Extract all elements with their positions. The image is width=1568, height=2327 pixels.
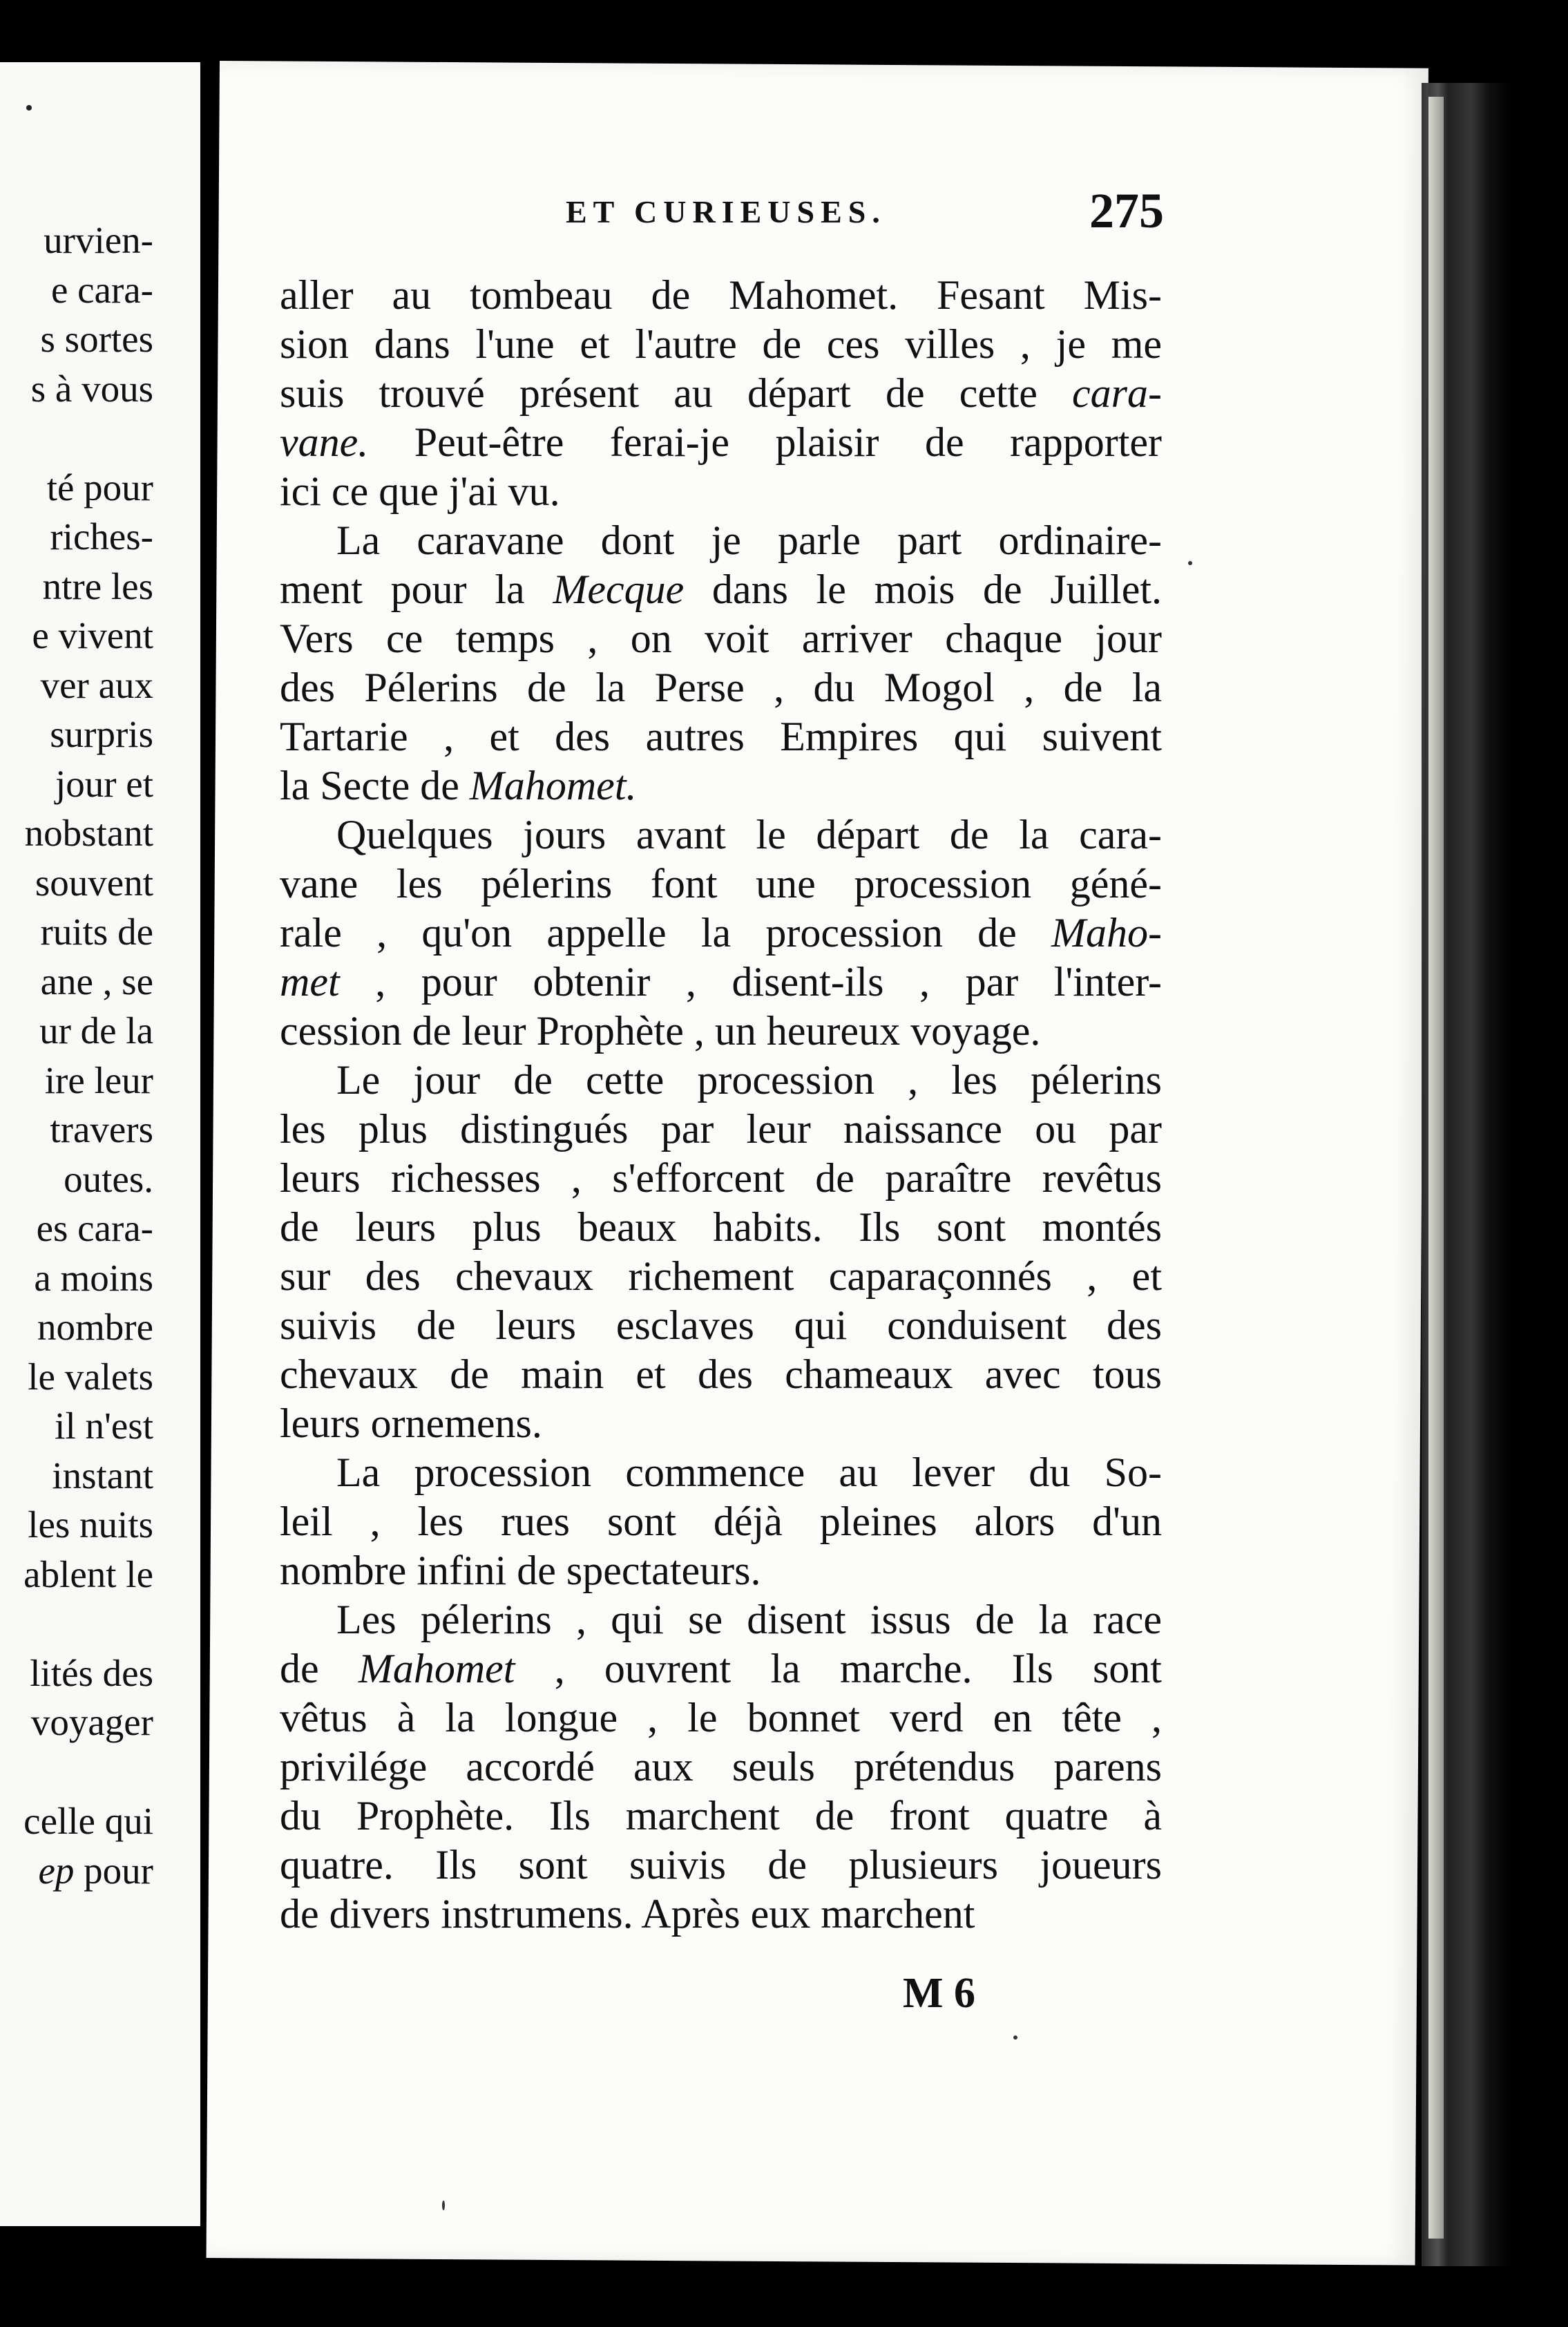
body-line: suis trouvé présent au départ de cette cara- xyxy=(280,370,1162,416)
facing-page-line: ire leur xyxy=(44,1058,153,1101)
body-line: leurs ornemens. xyxy=(280,1400,542,1446)
facing-page-line: outes. xyxy=(64,1157,153,1200)
facing-page-line: es cara- xyxy=(36,1207,153,1249)
facing-page-line: urvien- xyxy=(44,219,153,261)
body-line: Le jour de cette procession , les pélerins xyxy=(336,1057,1162,1103)
facing-page-line: ruits de xyxy=(40,911,153,953)
body-line: leil , les rues sont déjà pleines alors d'un xyxy=(280,1499,1162,1544)
body-line: de Mahomet , ouvrent la marche. Ils sont xyxy=(280,1646,1162,1691)
facing-page-line: les nuits xyxy=(28,1503,153,1546)
facing-page-line: s à vous xyxy=(30,367,153,410)
facing-page-line: ntre les xyxy=(42,564,153,607)
body-line: Les pélerins , qui se disent issus de la race xyxy=(336,1597,1162,1642)
facing-page-line: s sortes xyxy=(40,318,153,360)
body-line: de leurs plus beaux habits. Ils sont montés xyxy=(280,1204,1162,1250)
body-line: ment pour la Mecque dans le mois de Juillet. xyxy=(280,567,1162,612)
body-line: La procession commence au lever du So- xyxy=(336,1450,1162,1495)
facing-page-line: nombre xyxy=(37,1306,153,1348)
facing-page-line: e vivent xyxy=(32,614,153,656)
body-line: sion dans l'une et l'autre de ces villes , je me xyxy=(280,321,1162,367)
facing-page-line: souvent xyxy=(35,861,153,904)
facing-page-line: ane , se xyxy=(40,960,153,1003)
body-line: rale , qu'on appelle la procession de Maho- xyxy=(280,910,1162,956)
body-line: chevaux de main et des chameaux avec tous xyxy=(280,1351,1162,1397)
body-text xyxy=(280,271,1162,1939)
body-line: Quelques jours avant le départ de la cara- xyxy=(336,812,1162,857)
facing-page-line: travers xyxy=(50,1108,153,1150)
running-head xyxy=(342,173,1164,249)
body-line: du Prophète. Ils marchent de front quatre à xyxy=(280,1793,1162,1839)
facing-page-line: surpris xyxy=(50,713,153,755)
body-line: ici ce que j'ai vu. xyxy=(280,468,560,514)
facing-page-line: ep pour xyxy=(38,1849,153,1892)
facing-page-line: riches- xyxy=(50,515,153,558)
body-line: sur des chevaux richement caparaçonnés , et xyxy=(280,1253,1162,1299)
body-line: leurs richesses , s'efforcent de paraître revêtus xyxy=(280,1155,1162,1201)
body-line: vêtus à la longue , le bonnet verd en tête , xyxy=(280,1695,1162,1740)
body-line: vane. Peut-être ferai-je plaisir de rapporter xyxy=(280,419,1162,465)
body-line: de divers instrumens. Après eux marchent xyxy=(280,1891,975,1937)
facing-page-line: jour et xyxy=(55,762,153,805)
signature-mark: M 6 xyxy=(903,1970,976,2017)
facing-page-line: il n'est xyxy=(55,1405,153,1447)
ink-speck xyxy=(1013,2035,1017,2040)
ink-speck xyxy=(442,2201,445,2210)
page-number: 275 xyxy=(1089,183,1164,238)
facing-page-line: instant xyxy=(52,1454,153,1497)
ink-speck xyxy=(1188,561,1192,565)
body-line: des Pélerins de la Perse , du Mogol , de la xyxy=(280,665,1162,710)
facing-page-line: ur de la xyxy=(39,1009,153,1052)
facing-page-line: lités des xyxy=(30,1651,153,1694)
body-line: vane les pélerins font une procession géné- xyxy=(280,861,1162,906)
body-line: La caravane dont je parle part ordinaire- xyxy=(336,517,1162,563)
body-line: quatre. Ils sont suivis de plusieurs joueurs xyxy=(280,1842,1162,1888)
facing-page-line: nobstant xyxy=(24,812,153,854)
facing-page-line: a moins xyxy=(34,1256,153,1299)
body-line: Vers ce temps , on voit arriver chaque jour xyxy=(280,616,1162,661)
body-line: nombre infini de spectateurs. xyxy=(280,1548,761,1593)
facing-page-line: ablent le xyxy=(23,1552,153,1595)
facing-page-line: voyager xyxy=(30,1701,153,1743)
facing-page-line: le valets xyxy=(28,1355,153,1398)
body-line: met , pour obtenir , disent-ils , par l'inter- xyxy=(280,959,1162,1005)
facing-page-line: té pour xyxy=(46,466,153,509)
body-line: suivis de leurs esclaves qui conduisent des xyxy=(280,1302,1162,1348)
facing-page-left xyxy=(0,62,200,2226)
ink-speck xyxy=(26,105,32,111)
body-line: Tartarie , et des autres Empires qui suivent xyxy=(280,714,1162,759)
body-line: aller au tombeau de Mahomet. Fesant Mis- xyxy=(280,272,1162,318)
body-line: la Secte de Mahomet. xyxy=(280,763,637,808)
facing-page-line: e cara- xyxy=(50,268,153,311)
facing-page-line: ver aux xyxy=(40,663,153,706)
facing-page-line: celle qui xyxy=(23,1800,153,1842)
header-title: ET CURIEUSES. xyxy=(566,194,886,229)
body-line: privilége accordé aux seuls prétendus parens xyxy=(280,1744,1162,1789)
body-line: cession de leur Prophète , un heureux voyage. xyxy=(280,1008,1041,1054)
body-line: les plus distingués par leur naissance ou par xyxy=(280,1106,1162,1152)
page-edge-highlight xyxy=(1428,97,1444,2239)
